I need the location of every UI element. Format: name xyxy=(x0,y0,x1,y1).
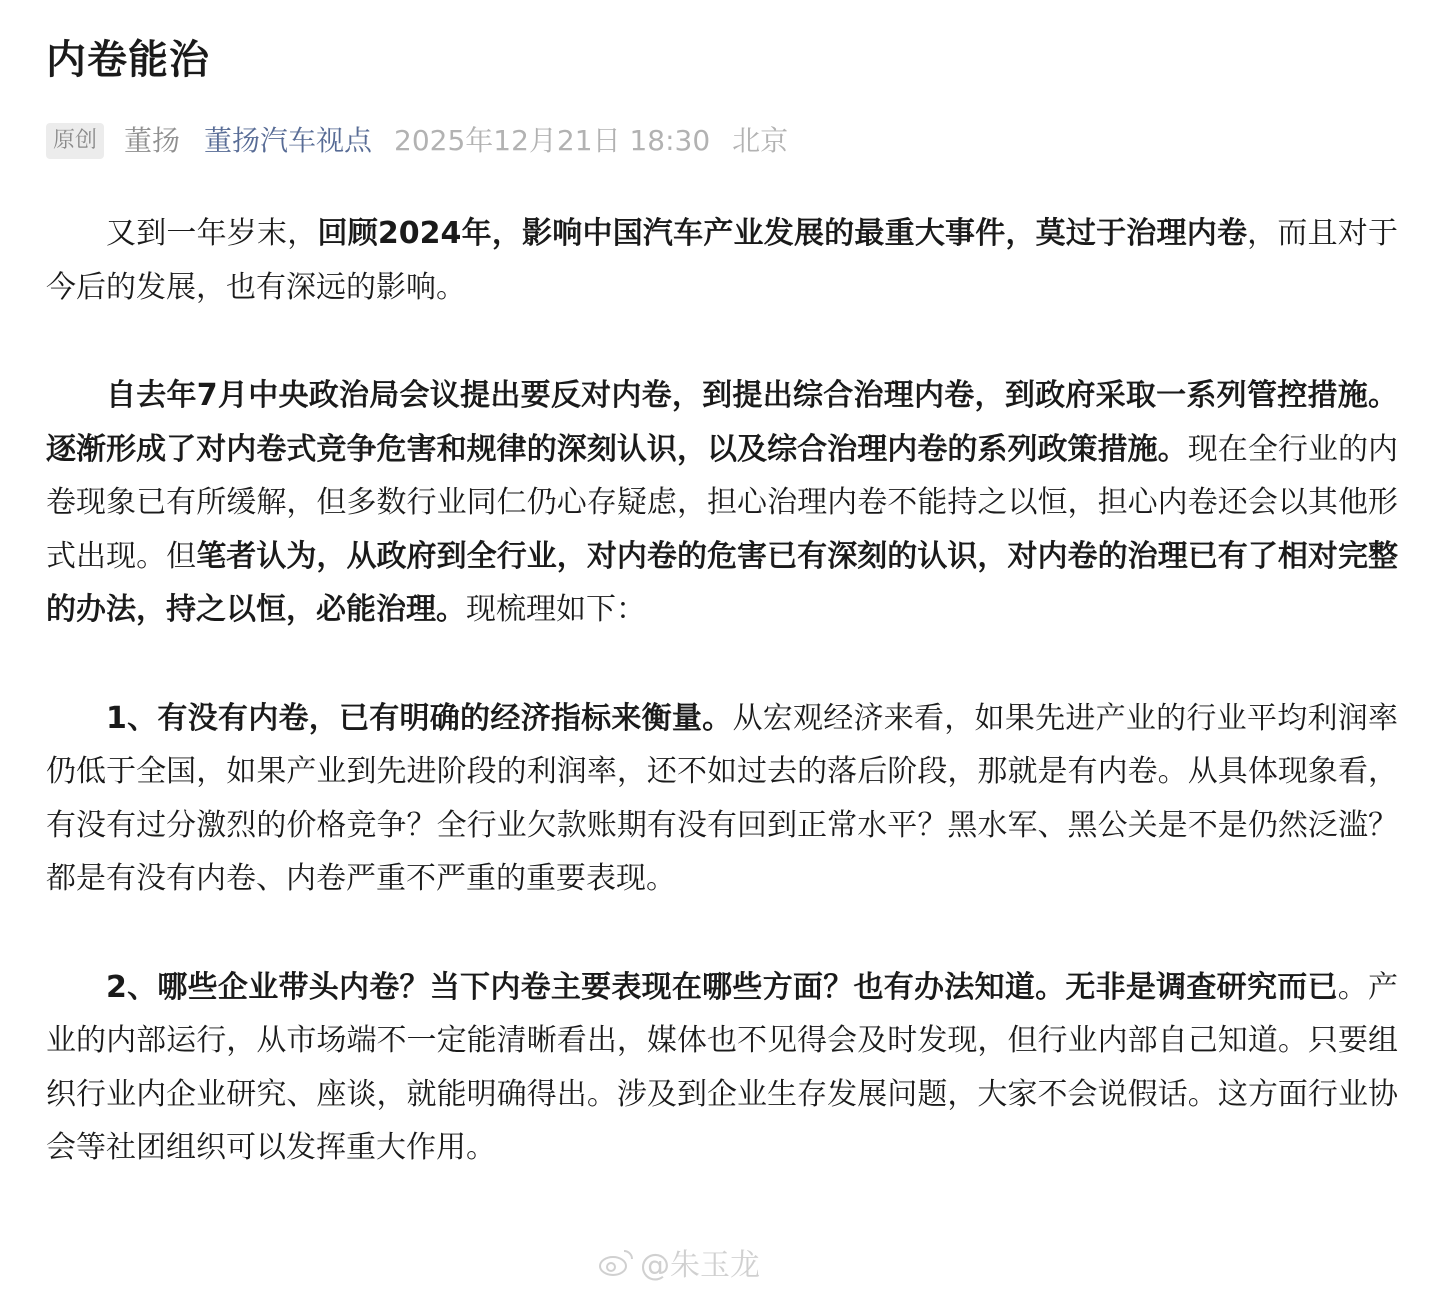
bold-text: 回顾2024年，影响中国汽车产业发展的最重大事件，莫过于治理内卷 xyxy=(317,216,1248,251)
author-name[interactable]: 董扬 xyxy=(124,124,181,157)
article-paragraph xyxy=(46,207,1398,314)
article-title: 内卷能治 xyxy=(46,37,210,83)
article xyxy=(46,0,1398,1230)
paragraph-text: 现梳理如下： xyxy=(466,592,646,627)
article-meta xyxy=(46,121,1398,161)
watermark-text: @朱玉龙 xyxy=(640,1248,760,1283)
weibo-icon xyxy=(598,1247,634,1277)
publish-date: 2025年12月21日 18:30 xyxy=(394,124,711,157)
paragraph-text: 现在全行业的内卷现象已有所缓解，但多数行业同仁仍心存疑虑，担心治理内卷不能持之以恒，担心内卷还会以其他形式出现。但 xyxy=(46,431,1399,574)
paragraph-text: ，而且对于今后的发展，也有深远的影响。 xyxy=(46,216,1399,305)
bold-text: 笔者认为，从政府到全行业，对内卷的危害已有深刻的认识，对内卷的治理已有了相对完整的办法，持之以恒，必能治理。 xyxy=(46,538,1399,627)
article-paragraph xyxy=(46,961,1398,1175)
paragraph-text: 从宏观经济来看，如果先进产业的行业平均利润率仍低于全国，如果产业到先进阶段的利润率，还不如过去的落后阶段，那就是有内卷。从具体现象看，有没有过分激烈的价格竞争？全行业欠款账期有没有回到正常水平？黑水军、黑公关是不是仍然泛滥？都是有没有内卷、内卷严重不严重的重要表现。 xyxy=(46,700,1398,896)
bold-text: 自去年7月中央政治局会议提出要反对内卷，到提出综合治理内卷，到政府采取一系列管控措施。逐渐形成了对内卷式竞争危害和规律的深刻认识，以及综合治理内卷的系列政策措施。 xyxy=(46,378,1398,467)
article-body xyxy=(46,207,1398,1175)
account-link[interactable]: 董扬汽车视点 xyxy=(204,124,373,157)
bold-text: 1、有没有内卷，已有明确的经济指标来衡量。 xyxy=(106,700,733,736)
article-paragraph xyxy=(46,369,1398,637)
publish-location: 北京 xyxy=(732,124,789,157)
original-tag: 原创 xyxy=(46,123,104,159)
bold-text: 2、哪些企业带头内卷？当下内卷主要表现在哪些方面？也有办法知道。无非是调查研究而已 xyxy=(106,969,1338,1005)
paragraph-text: 。产业的内部运行，从市场端不一定能清晰看出，媒体也不见得会及时发现，但行业内部自己知道。只要组织行业内企业研究、座谈，就能明确得出。涉及到企业生存发展问题，大家不会说假话。这方面行业协会等社团组织可以发挥重大作用。 xyxy=(46,969,1398,1165)
paragraph-text: 又到一年岁末， xyxy=(106,216,318,251)
weibo-watermark xyxy=(598,1240,760,1284)
article-paragraph xyxy=(46,692,1398,906)
